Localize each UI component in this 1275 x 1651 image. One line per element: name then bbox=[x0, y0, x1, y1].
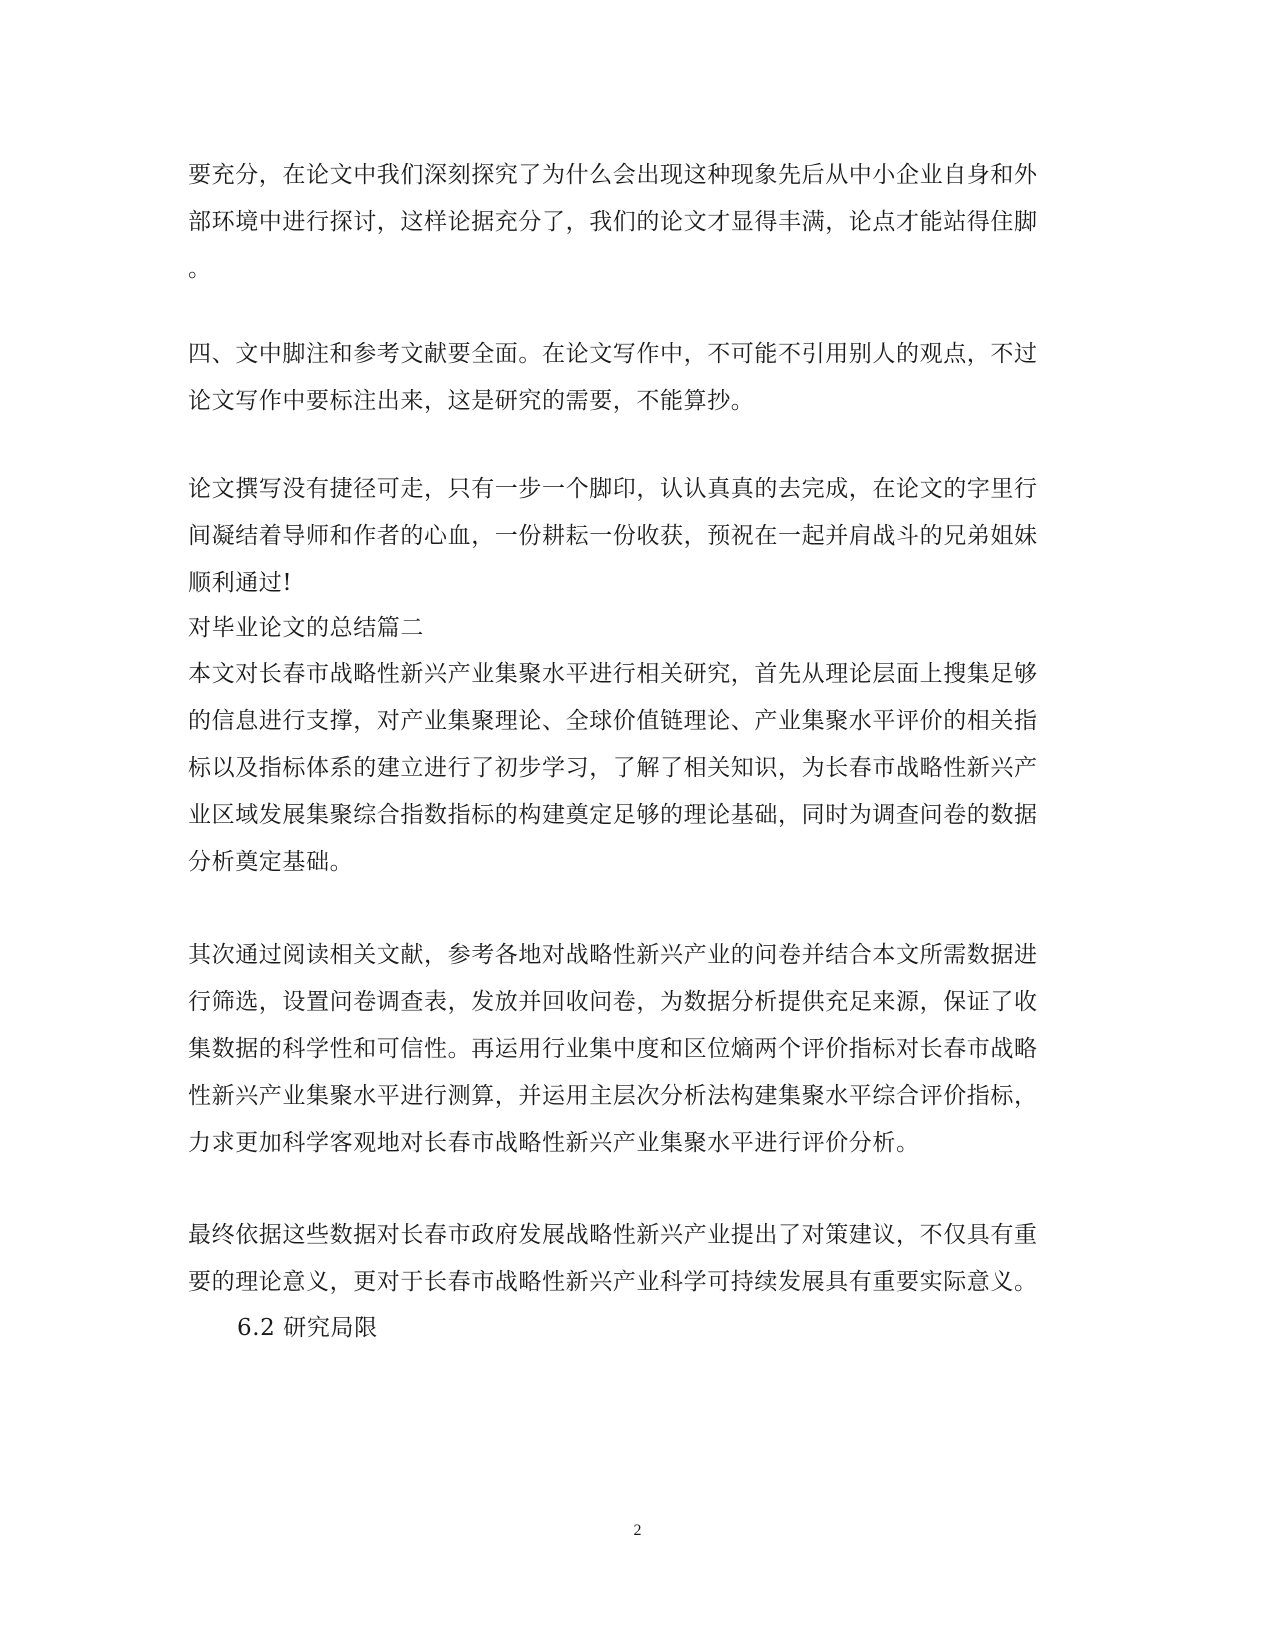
text-line: 的信息进行支撑，对产业集聚理论、全球价值链理论、产业集聚水平评价的相关指 bbox=[188, 708, 1038, 734]
text-line: 行筛选，设置问卷调查表，发放并回收问卷，为数据分析提供充足来源，保证了收 bbox=[188, 989, 1038, 1015]
text-line: 部环境中进行探讨，这样论据充分了，我们的论文才显得丰满，论点才能站得住脚 bbox=[188, 209, 1038, 235]
text-line: 顺利通过! bbox=[188, 570, 293, 596]
text-line: 标以及指标体系的建立进行了初步学习，了解了相关知识，为长春市战略性新兴产 bbox=[188, 755, 1038, 781]
text-line: 四、文中脚注和参考文献要全面。在论文写作中，不可能不引用别人的观点，不过 bbox=[188, 341, 1038, 367]
text-line: 分析奠定基础。 bbox=[188, 849, 354, 875]
text-line: 最终依据这些数据对长春市政府发展战略性新兴产业提出了对策建议，不仅具有重 bbox=[188, 1222, 1038, 1248]
text-line: 论文撰写没有捷径可走，只有一步一个脚印，认认真真的去完成，在论文的字里行 bbox=[188, 476, 1038, 502]
page-number: 2 bbox=[633, 1522, 642, 1539]
text-line: 间凝结着导师和作者的心血，一份耕耘一份收获，预祝在一起并肩战斗的兄弟姐妹 bbox=[188, 523, 1038, 549]
text-line: 业区域发展集聚综合指数指标的构建奠定足够的理论基础，同时为调查问卷的数据 bbox=[188, 802, 1038, 828]
text-line: 。 bbox=[188, 256, 212, 282]
text-line: 论文写作中要标注出来，这是研究的需要，不能算抄。 bbox=[188, 388, 755, 414]
text-line: 要的理论意义，更对于长春市战略性新兴产业科学可持续发展具有重要实际意义。 bbox=[188, 1269, 1038, 1295]
subsection-heading: 6.2 研究局限 bbox=[237, 1315, 378, 1341]
text-line: 本文对长春市战略性新兴产业集聚水平进行相关研究，首先从理论层面上搜集足够 bbox=[188, 661, 1038, 687]
text-line: 性新兴产业集聚水平进行测算，并运用主层次分析法构建集聚水平综合评价指标， bbox=[188, 1083, 1038, 1109]
text-line: 力求更加科学客观地对长春市战略性新兴产业集聚水平进行评价分析。 bbox=[188, 1130, 920, 1156]
text-line: 集数据的科学性和可信性。再运用行业集中度和区位熵两个评价指标对长春市战略 bbox=[188, 1036, 1038, 1062]
section-heading: 对毕业论文的总结篇二 bbox=[188, 615, 424, 641]
text-line: 要充分，在论文中我们深刻探究了为什么会出现这种现象先后从中小企业自身和外 bbox=[188, 162, 1038, 188]
text-line: 其次通过阅读相关文献，参考各地对战略性新兴产业的问卷并结合本文所需数据进 bbox=[188, 942, 1038, 968]
